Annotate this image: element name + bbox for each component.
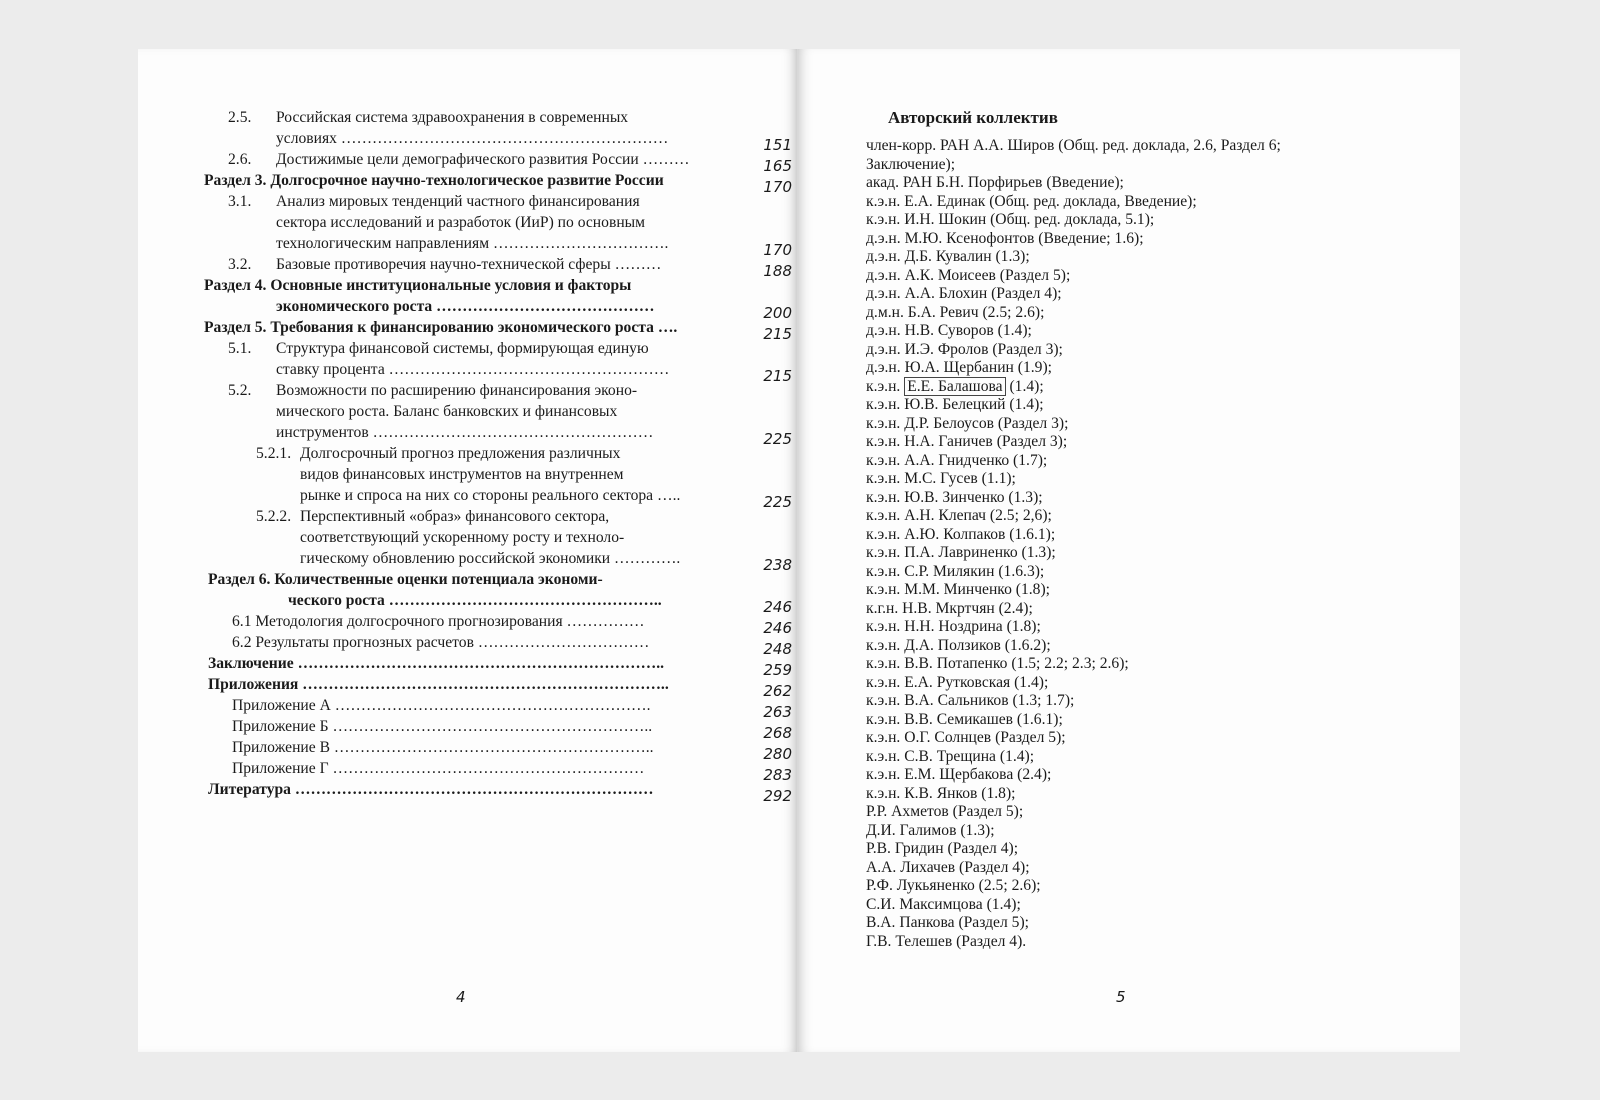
toc-entry [204, 695, 792, 721]
toc-entry-title: Структура финансовой системы, формирующая единую [276, 340, 649, 357]
toc-entry [204, 359, 792, 385]
author-entry: к.э.н. Е.М. Щербакова (2.4); [866, 766, 1052, 783]
author-entry: к.э.н. А.А. Гнидченко (1.7); [866, 451, 1048, 469]
author-entry: к.г.н. Н.В. Мкртчян (2.4); [866, 599, 1033, 617]
toc-entry [204, 716, 792, 742]
toc-entry-page: 292 [763, 787, 792, 805]
toc-entry-title: 6.1 Методология долгосрочного прогнозирования …………… [232, 613, 645, 630]
toc-entry-title: мического роста. Баланс банковских и финансовых [276, 403, 618, 420]
toc-entry [204, 233, 792, 259]
author-entry: к.э.н. К.В. Янков (1.8); [866, 784, 1016, 802]
author-entry: к.э.н. И.Н. Шокин (Общ. ред. доклада, 5.1); [866, 211, 1155, 228]
author-entry: к.э.н. С.Р. Милякин (1.6.3); [866, 562, 1045, 580]
toc-entry [204, 590, 792, 616]
author-entry: д.м.н. Б.А. Ревич (2.5; 2.6); [866, 303, 1045, 321]
toc-entry-page: 238 [763, 556, 792, 574]
toc-entry-page: 165 [763, 157, 792, 175]
toc-entry-number: 3.2. [228, 256, 252, 273]
toc-entry-title: Анализ мировых тенденций частного финансирования [276, 193, 640, 210]
toc-entry-page: 215 [763, 325, 792, 343]
toc-entry-title: Приложения …………………………………………………………….. [208, 676, 669, 693]
author-entry: к.э.н. Д.Р. Белоусов (Раздел 3); [866, 414, 1069, 432]
toc-entry [204, 296, 792, 322]
author-entry: Р.Р. Ахметов (Раздел 5); [866, 803, 1024, 820]
toc-entry [204, 275, 792, 296]
author-entry: к.э.н. Е.А. Единак (Общ. ред. доклада, Введение); [866, 192, 1197, 210]
author-entry: д.э.н. Ю.А. Щербанин (1.9); [866, 359, 1052, 376]
toc-entry-page: 262 [763, 682, 792, 700]
toc-entry [204, 569, 792, 590]
author-entry: к.э.н. Д.А. Ползиков (1.6.2); [866, 636, 1051, 654]
toc-entry-page: 225 [763, 430, 792, 448]
toc-entry-title: Долгосрочный прогноз предложения различных [300, 445, 621, 462]
toc-entry-title: Достижимые цели демографического развития России ……… [276, 151, 690, 168]
toc-entry-title: Раздел 5. Требования к финансированию экономического роста …. [204, 319, 678, 336]
toc-entry [204, 422, 792, 448]
toc-entry-title: инструментов ……………………………………………… [276, 424, 654, 441]
toc-entry-page: 283 [763, 766, 792, 784]
author-entry: д.э.н. Д.Б. Кувалин (1.3); [866, 248, 1030, 265]
authors-heading: Авторский коллектив [888, 108, 1058, 127]
toc-entry-title: соответствующий ускоренному росту и техноло- [300, 529, 625, 546]
author-entry: к.э.н. В.В. Семикашев (1.6.1); [866, 710, 1063, 728]
author-entry: А.А. Лихачев (Раздел 4); [866, 858, 1030, 876]
author-entry: к.э.н. А.Ю. Колпаков (1.6.1); [866, 525, 1056, 543]
toc-entry [204, 485, 792, 511]
author-entry: к.э.н. В.В. Потапенко (1.5; 2.2; 2.3; 2.6); [866, 655, 1129, 672]
author-entry: к.э.н. Н.Н. Ноздрина (1.8); [866, 618, 1041, 635]
toc-entry-title: Российская система здравоохранения в современных [276, 109, 629, 126]
author-entry: к.э.н. Ю.В. Белецкий (1.4); [866, 396, 1044, 413]
toc-entry [204, 107, 792, 128]
toc-entry-page: 248 [763, 640, 792, 658]
toc-entry-title: Раздел 6. Количественные оценки потенциала экономи- [208, 571, 603, 588]
toc-entry [204, 653, 792, 679]
toc-entry-page: 263 [763, 703, 792, 721]
toc-entry-title: рынке и спроса на них со стороны реального сектора ….. [300, 487, 681, 504]
toc-entry-number: 5.2.1. [256, 445, 292, 462]
toc-entry-page: 280 [763, 745, 792, 763]
toc-entry-number: 5.2.2. [256, 508, 292, 525]
page-number-left: 4 [456, 988, 466, 1006]
toc-entry [204, 317, 792, 343]
toc-entry [204, 191, 792, 212]
toc-entry [204, 170, 792, 196]
author-entry: к.э.н. Е.Е. Балашова (1.4); [866, 377, 1044, 395]
author-entry: к.э.н. В.А. Сальников (1.3; 1.7); [866, 692, 1075, 709]
toc-entry-page: 215 [763, 367, 792, 385]
toc-entry-page: 151 [763, 136, 792, 154]
author-entry: к.э.н. А.Н. Клепач (2.5; 2,6); [866, 507, 1052, 524]
left-page [138, 49, 798, 1052]
author-entry: к.э.н. Н.А. Ганичев (Раздел 3); [866, 433, 1068, 450]
toc-entry-title: Базовые противоречия научно-технической сферы ……… [276, 256, 662, 273]
toc-entry [204, 527, 792, 548]
toc-entry-number: 5.2. [228, 382, 252, 399]
toc-entry [204, 548, 792, 574]
toc-entry-page: 188 [763, 262, 792, 280]
author-entry: к.э.н. М.М. Минченко (1.8); [866, 581, 1050, 598]
author-entry: к.э.н. М.С. Гусев (1.1); [866, 470, 1016, 487]
author-entry: Р.Ф. Лукьяненко (2.5; 2.6); [866, 877, 1041, 894]
toc-entry-title: гическому обновлению российской экономики …………. [300, 550, 681, 567]
author-entry: к.э.н. Е.А. Рутковская (1.4); [866, 673, 1049, 691]
toc-entry [204, 443, 792, 464]
toc-entry-page: 259 [763, 661, 792, 679]
toc-entry [204, 758, 792, 784]
author-entry: Г.В. Телешев (Раздел 4). [866, 932, 1027, 950]
author-entry: д.э.н. М.Ю. Ксенофонтов (Введение; 1.6); [866, 229, 1144, 247]
author-entry: В.А. Панкова (Раздел 5); [866, 914, 1029, 931]
toc-entry-page: 246 [763, 598, 792, 616]
toc-entry-title: видов финансовых инструментов на внутреннем [300, 466, 624, 483]
toc-entry-title: Возможности по расширению финансирования эконо- [276, 382, 638, 399]
author-entry: к.э.н. С.В. Трещина (1.4); [866, 747, 1035, 765]
author-entry: д.э.н. Н.В. Суворов (1.4); [866, 322, 1032, 339]
toc-entry-page: 170 [763, 178, 792, 196]
author-entry: д.э.н. А.К. Моисеев (Раздел 5); [866, 266, 1071, 284]
page-number-right: 5 [1116, 988, 1126, 1006]
author-entry: д.э.н. И.Э. Фролов (Раздел 3); [866, 340, 1063, 358]
author-entry: Р.В. Гридин (Раздел 4); [866, 840, 1019, 857]
toc-entry [204, 254, 792, 280]
toc-entry [204, 611, 792, 637]
toc-entry [204, 737, 792, 763]
toc-entry [204, 338, 792, 359]
toc-entry-title: Приложение В …………………………………………………….. [232, 739, 654, 756]
right-page [798, 49, 1460, 1052]
toc-entry-title: Приложение А ……………………………………………………. [232, 697, 651, 714]
toc-entry-number: 3.1. [228, 193, 252, 210]
toc-entry [204, 212, 792, 233]
toc-entry-title: экономического роста …………………………………… [276, 298, 655, 315]
toc-entry-title: ставку процента ……………………………………………… [276, 361, 670, 378]
table-of-contents [204, 107, 792, 805]
author-entry: С.И. Максимцова (1.4); [866, 895, 1021, 913]
toc-entry-page: 200 [763, 304, 792, 322]
author-entry: к.э.н. П.А. Лавриненко (1.3); [866, 544, 1056, 561]
author-entry: акад. РАН Б.Н. Порфирьев (Введение); [866, 174, 1124, 191]
toc-entry [204, 380, 792, 401]
toc-entry-page: 170 [763, 241, 792, 259]
toc-entry-title: Заключение …………………………………………………………….. [208, 655, 665, 672]
toc-entry-page: 225 [763, 493, 792, 511]
author-entry: к.э.н. Ю.В. Зинченко (1.3); [866, 488, 1043, 506]
toc-entry-title: 6.2 Результаты прогнозных расчетов …………………………… [232, 634, 650, 651]
author-entry: Д.И. Галимов (1.3); [866, 821, 995, 839]
toc-entry [204, 464, 792, 485]
author-entry: д.э.н. А.А. Блохин (Раздел 4); [866, 285, 1062, 302]
author-entry: Заключение); [866, 155, 956, 173]
toc-entry-title: Приложение Г …………………………………………………… [232, 760, 645, 777]
author-list [866, 106, 1426, 951]
toc-entry-page: 246 [763, 619, 792, 637]
toc-entry [204, 779, 792, 805]
highlighted-author-name: Е.Е. Балашова [904, 377, 1005, 396]
toc-entry-title: Раздел 4. Основные институциональные условия и факторы [204, 277, 632, 294]
toc-entry-title: условиях ……………………………………………………… [276, 130, 669, 147]
toc-entry [204, 632, 792, 658]
toc-entry [204, 674, 792, 700]
toc-entry-number: 5.1. [228, 340, 252, 357]
book-spread [138, 49, 1460, 1052]
toc-entry-number: 2.6. [228, 151, 252, 168]
toc-entry-number: 2.5. [228, 109, 252, 126]
author-entry: член-корр. РАН А.А. Широв (Общ. ред. доклада, 2.6, Раздел 6; [866, 137, 1281, 154]
toc-entry-title: Приложение Б …………………………………………………….. [232, 718, 653, 735]
toc-entry-title: сектора исследований и разработок (ИиР) по основным [276, 214, 646, 231]
toc-entry-title: Перспективный «образ» финансового сектора, [300, 508, 610, 525]
toc-entry [204, 401, 792, 422]
toc-entry [204, 128, 792, 154]
author-entry: к.э.н. О.Г. Солнцев (Раздел 5); [866, 729, 1066, 746]
toc-entry-title: Раздел 3. Долгосрочное научно-технологическое развитие России [204, 172, 664, 189]
toc-entry [204, 506, 792, 527]
toc-entry [204, 149, 792, 175]
toc-entry-title: ческого роста …………………………………………….. [288, 592, 662, 609]
toc-entry-title: технологическим направлениям ……………………………. [276, 235, 669, 252]
toc-entry-page: 268 [763, 724, 792, 742]
toc-entry-title: Литература …………………………………………………………… [208, 781, 654, 798]
